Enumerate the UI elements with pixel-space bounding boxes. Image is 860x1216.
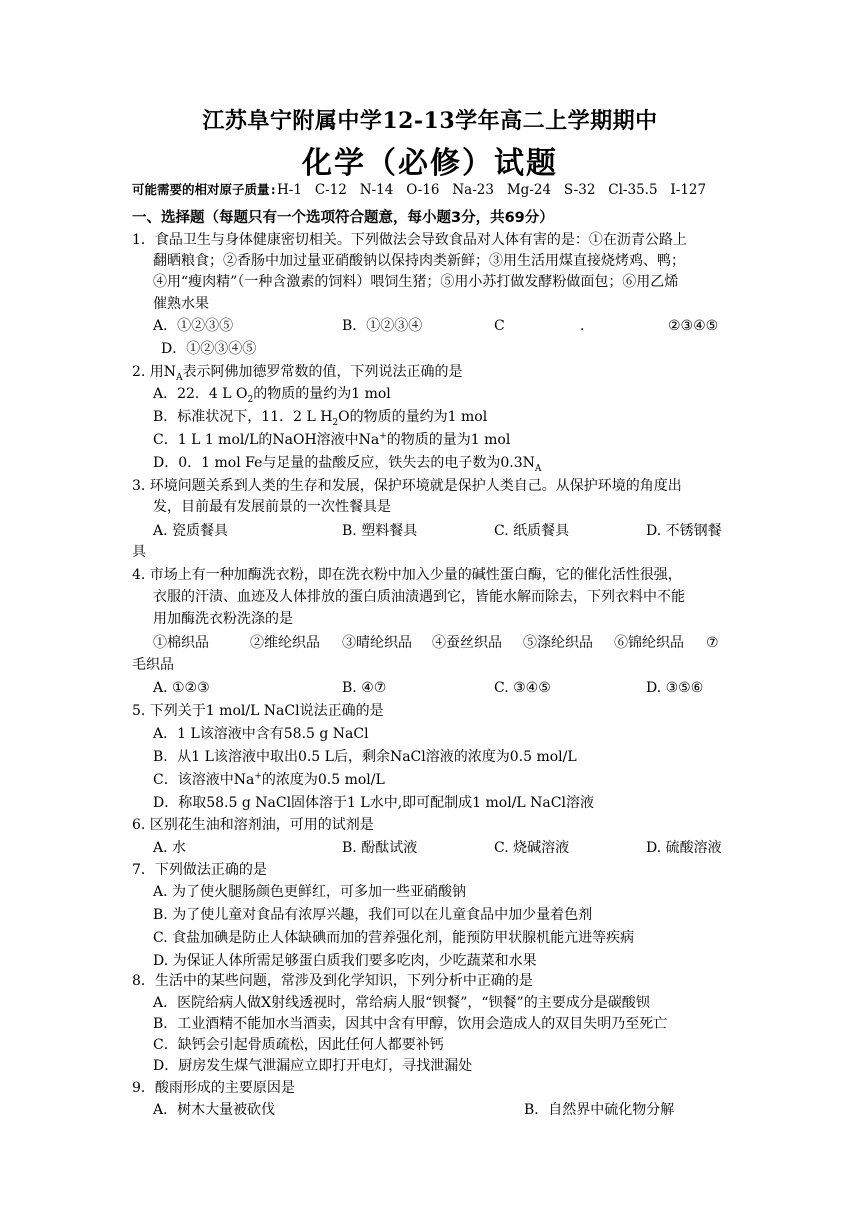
q6-option-c: C. 烧碱溶液 [494, 840, 570, 856]
q7-stem: 7．下列做法正确的是 [132, 862, 267, 878]
q2-c-sup: + [379, 431, 387, 442]
q3-option-d-cont: 具 [132, 544, 146, 560]
q7-option-b: B. 为了使儿童对食品有浓厚兴趣，我们可以在儿童食品中加少量着色剂 [153, 907, 593, 923]
q2-a-sub: 2 [247, 394, 254, 405]
q4-item-7: ⑦ [706, 635, 719, 651]
q5-option-c [153, 770, 385, 790]
q5-option-b: B．从1 L该溶液中取出0.5 L后，剩余NaCl溶液的浓度为0.5 mol/L [153, 749, 577, 765]
q8-option-a: A．医院给病人做X射线透视时，常给病人服“钡餐”，“钡餐”的主要成分是碳酸钡 [153, 995, 650, 1011]
q1-option-c-dot: . [580, 318, 585, 334]
q3-option-a: A. 瓷质餐具 [153, 523, 229, 539]
q2-b-post: O的物质的量约为1 mol [338, 409, 488, 425]
q2-a-post: 的物质的量约为1 mol [253, 386, 391, 402]
q2-b-sub: 2 [332, 417, 339, 428]
q7-option-a: A. 为了使火腿肠颜色更鲜红，可多加一些亚硝酸钠 [153, 884, 467, 900]
q5-option-a: A．1 L该溶液中含有58.5 g NaCl [153, 726, 369, 742]
q4-item-1: ①棉织品 [153, 635, 209, 651]
q9-option-b: B．自然界中硫化物分解 [524, 1102, 675, 1118]
q9-stem: 9．酸雨形成的主要原因是 [132, 1080, 295, 1096]
q2-stem-sub: A [176, 372, 183, 383]
q4-option-a: A. ①②③ [153, 680, 210, 696]
q4-stem-line3: 用加酶洗衣粉洗涤的是 [153, 611, 293, 627]
q9-option-a: A．树木大量被砍伐 [153, 1102, 276, 1118]
q7-option-d: D. 为保证人体所需足够蛋白质我们要多吃肉，少吃蔬菜和水果 [153, 953, 537, 969]
q5-c-post: 的浓度为0.5 mol/L [261, 772, 385, 788]
q1-stem-line4: 催熟水果 [153, 296, 209, 312]
q6-option-b: B. 酚酞试液 [342, 840, 418, 856]
q4-item-6: ⑥锦纶织品 [614, 635, 684, 651]
q1-option-a: A．①②③⑤ [153, 318, 234, 334]
q2-a-pre: A．22．4 L O [153, 386, 248, 402]
q1-stem-line1: 1．食品卫生与身体健康密切相关。下列做法会导致食品对人体有害的是：①在沥青公路上 [132, 232, 687, 248]
q4-item-7-cont: 毛织品 [132, 657, 174, 673]
section-heading: 一、选择题（每题只有一个选项符合题意，每小题3分，共69分） [132, 210, 554, 226]
q2-option-d [153, 453, 541, 473]
q5-option-d: D．称取58.5 g NaCl固体溶于1 L水中,即可配制成1 mol/L NaCl溶液 [153, 795, 594, 811]
q2-option-a [153, 384, 391, 404]
q3-stem-line1: 3. 环境问题关系到人类的生存和发展，保护环境就是保护人类自己。从保护环境的角度出 [132, 478, 682, 494]
exam-title-subject: 化学（必修）试题 [302, 146, 558, 181]
q4-item-5: ⑤涤纶织品 [523, 635, 593, 651]
q6-option-d: D. 硫酸溶液 [646, 840, 722, 856]
atomic-mass-line [132, 180, 706, 198]
q1-option-c-value: ②③④⑤ [668, 318, 719, 334]
q2-stem-pre: 2. 用N [132, 364, 177, 380]
q3-option-d: D. 不锈钢餐 [646, 523, 722, 539]
q1-option-b: B．①②③④ [342, 318, 423, 334]
q8-option-c: C．缺钙会引起骨质疏松，因此任何人都要补钙 [153, 1037, 444, 1053]
q1-option-c: C [494, 318, 505, 334]
q2-d-sub: A [534, 463, 542, 474]
q2-c-pre: C．1 L 1 mol/L的NaOH溶液中Na [153, 432, 380, 448]
q2-c-post: 的物质的量为1 mol [386, 432, 511, 448]
q4-option-c: C. ③④⑤ [494, 680, 551, 696]
q4-stem-line1: 4. 市场上有一种加酶洗衣粉，即在洗衣粉中加入少量的碱性蛋白酶，它的催化活性很强， [132, 567, 682, 583]
exam-title-school: 江苏阜宁附属中学12-13学年高二上学期期中 [202, 108, 658, 134]
q4-stem-line2: 衣服的汗渍、血迹及人体排放的蛋白质油渍遇到它，皆能水解而除去，下列衣料中不能 [153, 589, 685, 605]
q4-item-2: ②维纶织品 [250, 635, 320, 651]
q4-option-d: D. ③⑤⑥ [646, 680, 704, 696]
q5-c-sup: + [254, 771, 262, 782]
q4-item-3: ③晴纶织品 [342, 635, 412, 651]
atomic-mass-values: H-1 C-12 N-14 O-16 Na-23 Mg-24 S-32 Cl-35.5 I-127 [277, 182, 707, 198]
q6-stem: 6. 区别花生油和溶剂油，可用的试剂是 [132, 817, 374, 833]
q2-option-b [153, 407, 487, 427]
q8-option-b: B．工业酒精不能加水当酒卖，因其中含有甲醇，饮用会造成人的双目失明乃至死亡 [153, 1016, 668, 1032]
q5-c-pre: C．该溶液中Na [153, 772, 255, 788]
q7-option-c: C. 食盐加碘是防止人体缺碘而加的营养强化剂，能预防甲状腺机能亢进等疾病 [153, 930, 635, 946]
q3-stem-line2: 发，目前最有发展前景的一次性餐具是 [153, 499, 391, 515]
q6-option-a: A. 水 [153, 840, 187, 856]
q2-stem-post: 表示阿佛加德罗常数的值，下列说法正确的是 [182, 364, 463, 380]
q4-item-4: ④蚕丝织品 [432, 635, 502, 651]
q1-option-d: D．①②③④⑤ [161, 341, 257, 357]
atomic-mass-label: 可能需要的相对原子质量: [132, 182, 278, 197]
q8-option-d: D．厨房发生煤气泄漏应立即打开电灯，寻找泄漏处 [153, 1058, 473, 1074]
q3-option-c: C. 纸质餐具 [494, 523, 570, 539]
q2-d-pre: D．0．1 mol Fe与足量的盐酸反应，铁失去的电子数为0.3N [153, 455, 535, 471]
q3-option-b: B. 塑料餐具 [342, 523, 418, 539]
q1-stem-line3: ④用“瘦肉精”（一种含激素的饲料）喂饲生猪；⑤用小苏打做发酵粉做面包；⑥用乙烯 [153, 274, 679, 290]
q5-stem: 5. 下列关于1 mol/L NaCl说法正确的是 [132, 703, 384, 719]
q2-stem [132, 362, 463, 382]
q1-stem-line2: 翻晒粮食；②香肠中加过量亚硝酸钠以保持肉类新鲜；③用生活用煤直接烧烤鸡、鸭； [153, 253, 685, 269]
q8-stem: 8．生活中的某些问题，常涉及到化学知识，下列分析中正确的是 [132, 973, 533, 989]
q2-option-c [153, 430, 510, 450]
q4-option-b: B. ④⑦ [342, 680, 387, 696]
q2-b-pre: B．标准状况下，11．2 L H [153, 409, 333, 425]
